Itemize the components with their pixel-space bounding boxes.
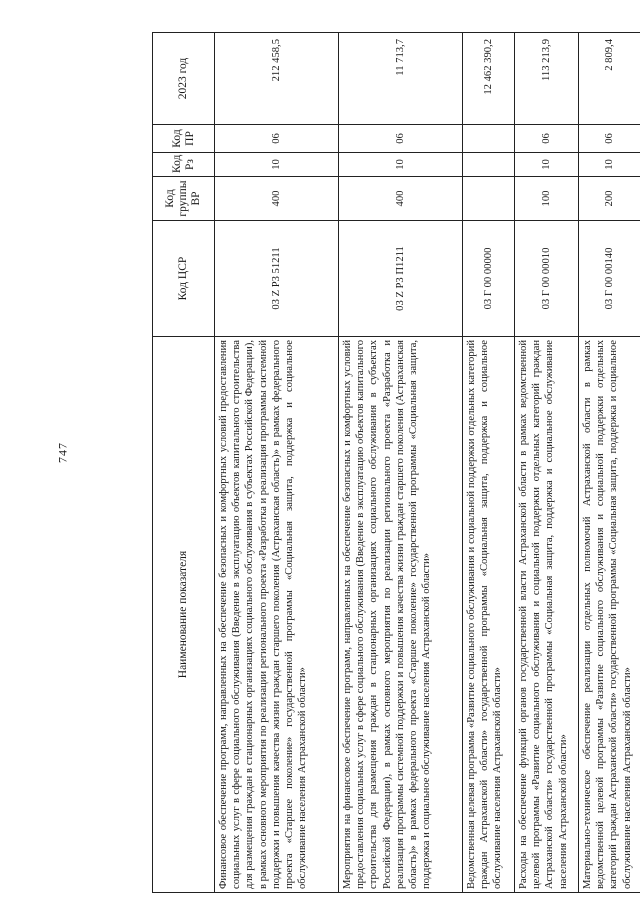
cell-amount: 2 809,4 — [579, 33, 640, 125]
cell-amount: 212 458,5 — [215, 33, 339, 125]
cell-csr: 03 Г 00 00140 — [579, 221, 640, 337]
cell-csr: 03 Г 00 00010 — [515, 221, 579, 337]
cell-amount: 11 713,7 — [339, 33, 463, 125]
table-row — [579, 33, 640, 893]
cell-csr: 03 Г 00 00000 — [463, 221, 515, 337]
table-row — [463, 33, 515, 893]
budget-table — [152, 32, 640, 893]
header-name: Наименование показателя — [153, 337, 215, 893]
cell-vr: 200 — [579, 177, 640, 221]
cell-rz — [463, 153, 515, 177]
cell-vr: 400 — [215, 177, 339, 221]
cell-pr: 06 — [515, 125, 579, 153]
header-csr: Код ЦСР — [153, 221, 215, 337]
cell-name: Материально-техническое обеспечение реализации отдельных полномочий Астраханской области в рамках ведомственной целевой программы «Развитие социального обслуживания и социальной поддержки отдельных категорий граждан Астраханской области» государственной программы «Социальная защита, поддержка и социальное обслуживание населения Астраханской области» — [579, 337, 640, 893]
header-amount: 2023 год — [153, 33, 215, 125]
page-number: 747 — [55, 442, 70, 463]
table-row — [215, 33, 339, 893]
table-row — [339, 33, 463, 893]
cell-name: Финансовое обеспечение программ, направленных на обеспечение безопасных и комфортных условий предоставления социальных услуг в сфере социального обслуживания (Введение в эксплуатацию объектов капитального строительства для размещения граждан в стационарных организациях социального обслуживания в субъектах Российской Федерации), в рамках основного мероприятия по реализации регионального проекта «Разработка и реализация программы системной поддержки и повышения качества жизни граждан старшего поколения (Астраханская область)» в рамках федерального проекта «Старшее поколение» государственной программы «Социальная защита, поддержка и социальное обслуживание населения Астраханской области» — [215, 337, 339, 893]
cell-rz: 10 — [215, 153, 339, 177]
rotated-table-container — [152, 33, 640, 893]
cell-amount: 12 462 390,2 — [463, 33, 515, 125]
cell-pr: 06 — [579, 125, 640, 153]
table-row — [515, 33, 579, 893]
cell-pr: 06 — [215, 125, 339, 153]
cell-vr: 100 — [515, 177, 579, 221]
cell-rz: 10 — [515, 153, 579, 177]
cell-rz: 10 — [339, 153, 463, 177]
cell-rz: 10 — [579, 153, 640, 177]
table-header-row — [153, 33, 215, 893]
header-pr: Код ПР — [153, 125, 215, 153]
header-vr: Код группы ВР — [153, 177, 215, 221]
cell-csr: 03 Z P3 П1211 — [339, 221, 463, 337]
cell-name: Расходы на обеспечение функций органов государственной власти Астраханской области в рамках ведомственной целевой программы «Развитие социального обслуживания и социальной поддержки отдельных категорий граждан Астраханской области» государственной программы «Социальная защита, поддержка и социальное обслуживание населения Астраханской области» — [515, 337, 579, 893]
cell-pr: 06 — [339, 125, 463, 153]
cell-vr — [463, 177, 515, 221]
cell-vr: 400 — [339, 177, 463, 221]
cell-name: Ведомственная целевая программа «Развитие социального обслуживания и социальной поддержки отдельных категорий граждан Астраханской области» государственной программы «Социальная защита, поддержка и социальное обслуживание населения Астраханской области» — [463, 337, 515, 893]
header-rz: Код Рз — [153, 153, 215, 177]
cell-pr — [463, 125, 515, 153]
cell-name: Мероприятия на финансовое обеспечение программ, направленных на обеспечение безопасных и комфортных условий предоставления социальных услуг в сфере социального обслуживания (Введение в эксплуатацию объектов капитального строительства для размещения граждан в стационарных организациях социального обслуживания в субъектах Российской Федерации), в рамках основного мероприятия по реализации регионального проекта «Разработка и реализация программы системной поддержки и повышения качества жизни граждан старшего поколения (Астраханская область)» в рамках федерального проекта «Старшее поколение» государственной программы «Социальная защита, поддержка и социальное обслуживание населения Астраханской области» — [339, 337, 463, 893]
cell-amount: 113 213,9 — [515, 33, 579, 125]
cell-csr: 03 Z P3 51211 — [215, 221, 339, 337]
